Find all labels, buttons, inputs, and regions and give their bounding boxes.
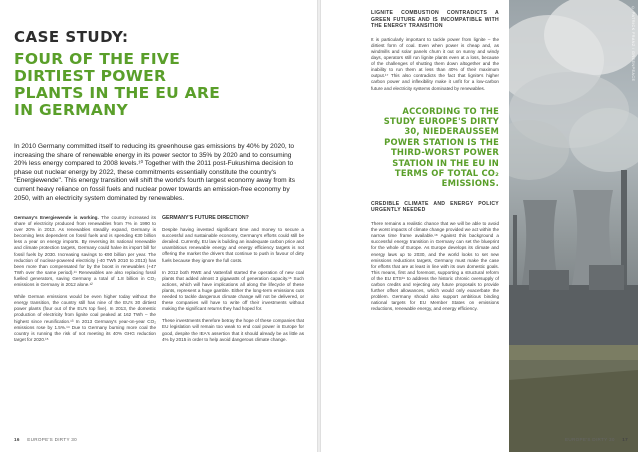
right-page bbox=[319, 0, 638, 452]
paragraph: Despite having invested significant time and money to secure a successful and sustainable economy, Germany's efforts could still be derailed. Currently, EU law is building an inadequate carbon price and unambitious renewable energy and energy efficiency targets is not offering the market the drivers that continue to push in favour of dirty fuels because they ignore the full costs. bbox=[162, 227, 304, 263]
lead-sentence: Germany's Energiewende is working. bbox=[14, 215, 99, 220]
paragraph bbox=[14, 215, 156, 288]
publication-name: EUROPE'S DIRTY 30 bbox=[27, 437, 78, 442]
title-prefix: CASE STUDY: bbox=[14, 28, 129, 46]
paragraph: In 2012 both RWE and Vattenfall started the operation of new coal plants that added almost 3 gigawatts of generation capacity.¹⁶ Such actions, which will have implications all along the lifecycle of these plants, represent a huge gamble. Either the long-term emissions cuts needed to tackle dangerous climate change will not be delivered, or these companies will have to write off their investments without making the significant returns they had hoped for. bbox=[162, 269, 304, 312]
left-footer bbox=[14, 437, 77, 442]
paragraph: These investments therefore betray the hope of these companies that EU legislation will remain too weak to end coal power in Europe for good, despite the IEA's assertion that it should already be as little as 4% by 2015 in order to help avoid dangerous climate change. bbox=[162, 318, 304, 342]
paragraph: While German emissions would be even higher today without the energy transition, the country still has nine of the EU's 30 dirtiest power plants (four out of the EU's top five). In 2013, the domestic production of electricity from lignite coal peaked at 162 TWh – the highest since reunification.¹³ In 2013 Germany's year-on-year CO₂ emissions rose by 1.5%.¹⁴ Due to Germany burning more coal the country is running the risk of not meeting its 40% GHG reduction target for 2020.¹⁵ bbox=[14, 294, 156, 342]
case-study-title bbox=[14, 30, 224, 119]
publication-name: EUROPE'S DIRTY 30 bbox=[564, 437, 615, 442]
body-column-1 bbox=[14, 215, 156, 349]
body-column-2 bbox=[162, 215, 304, 349]
paragraph: There remains a realistic chance that we will be able to avoid the worst impacts of climate change provided we act within the narrow time frame available.¹⁸ Against this background a successful energy transition in Germany can set the blueprint for the whole of Europe. As Europe develops its climate and energy laws up to 2030, and the world looks to set new emissions reductions targets, Germany must make the case for efforts that are at least in line with its own domestic goals. This means, first and foremost, supporting a structural reform of the EU ETS¹⁹ to address the historic chronic oversupply of carbon credits and rejecting any future proposals to provide further offset allowances, which would only exacerbate the problem. Germany should also support ambitious binding national targets for EU Member States on emissions reductions, renewable energy, and energy efficiency. bbox=[371, 221, 499, 312]
section-heading: CREDIBLE CLIMATE AND ENERGY POLICY URGENTLY NEEDED bbox=[371, 200, 499, 214]
page-gutter bbox=[317, 0, 321, 452]
page-number: 16 bbox=[14, 437, 20, 442]
power-station-illustration bbox=[509, 0, 638, 452]
paragraph: It is particularly important to tackle power from lignite – the dirtiest form of coal. Even when power is cheap and, as windmills and solar panels churn it out on sunny and windy days, operators still run lignite plants even at a loss, because of the challenges of shutting them down altogether and the inability to run them at less than 40% of their maximum output.¹⁷ This also contradicts the fact that lignite's higher carbon power and inflexibility make it unfit for a low-carbon future and electricity systems dominated by renewables. bbox=[371, 36, 499, 91]
page-number: 17 bbox=[622, 437, 628, 442]
power-station-photo bbox=[509, 0, 638, 452]
pull-quote: ACCORDING TO THE STUDY EUROPE'S DIRTY 30, NIEDERAUSSEM POWER STATION IS THE THIRD-WORST POWER STATION IN THE EU IN TERMS OF TOTAL CO₂ EMISSIONS. bbox=[383, 105, 499, 189]
intro-paragraph: In 2010 Germany committed itself to reducing its greenhouse gas emissions by 40% by 2020, to increasing the share of renewable energy in its power sector to 35% by 2020 and to consuming 20% less energy compared to 2008 levels.¹⁰ Together with the 2011 post-Fukushima decision to phase out nuclear energy by 2022, these commitments essentially constitute the country's "Energiewende". This energy transition will shift the world's fourth largest economy away from its current heavy reliance on fossil fuels and nuclear power towards an emission-free economy by 2050, with an electricity system dominated by renewables. bbox=[14, 143, 296, 202]
photo-credit: © PATRICK FRANZ / GREENPEACE bbox=[631, 6, 635, 82]
paragraph-text: The country increased its share of electricity produced from renewables from 7% in 1990 to over 20% in 2013. As renewables steadily expand, Germany is becoming less dependent on fossil fuels and is spending €30 billion less a year on energy imports. By reversing its national renewable and climate protection targets, Germany could halve its import bill for fossil fuels by 2030. Increasing savings to €90 billion per year. The reduction of nuclear-powered electricity (-40 TWh 2010 to 2013) has been more than compensated for by the boost in renewables (+47 TWh over the same period).¹¹ Renewables are also replacing fossil fuelled generators, saving Germany a total of 1.8 billion in CO₂ emissions in Germany in 2012 alone.¹² bbox=[14, 215, 156, 288]
column-heading: GERMANY'S FUTURE DIRECTION? bbox=[162, 215, 249, 221]
right-footer bbox=[565, 437, 628, 442]
title-main: FOUR OF THE FIVE DIRTIEST POWER PLANTS IN THE EU ARE IN GERMANY bbox=[14, 50, 221, 119]
section-heading: LIGNITE COMBUSTION CONTRADICTS A GREEN FUTURE AND IS INCOMPATIBLE WITH THE ENERGY TRANSITION bbox=[371, 10, 499, 30]
right-text-column bbox=[371, 10, 499, 318]
